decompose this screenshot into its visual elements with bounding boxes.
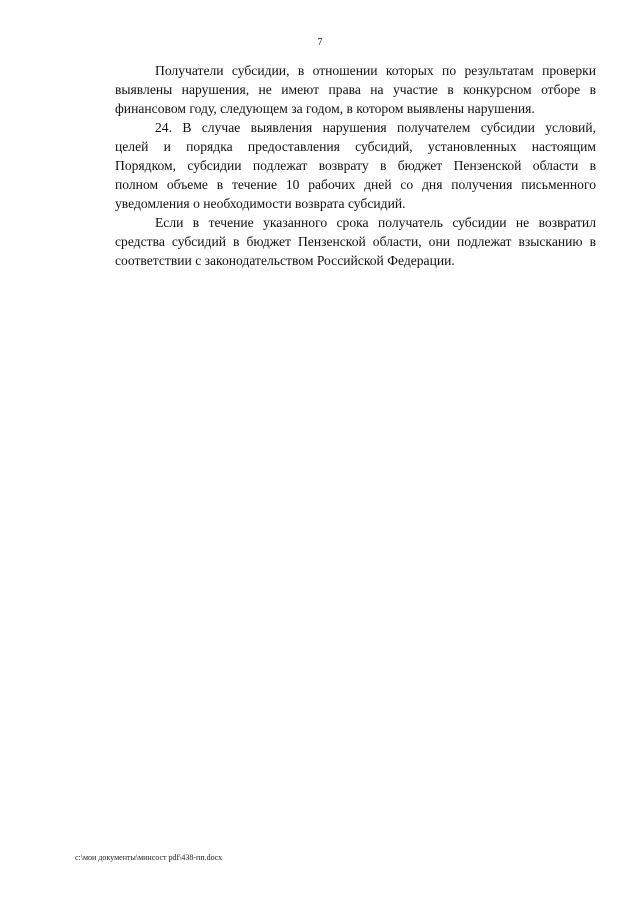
paragraph-line: Порядком, субсидии подлежат возврату в бюджет Пензенской области в (115, 158, 596, 173)
page-number: 7 (317, 37, 323, 48)
paragraph-line: соответствии с законодательством Российской Федерации. (115, 253, 455, 268)
paragraph-line: целей и порядка предоставления субсидий, установленных настоящим (115, 139, 596, 154)
paragraph-line: уведомления о необходимости возврата субсидий. (115, 196, 406, 211)
document-body (75, 61, 596, 270)
paragraph-ineligibility (75, 61, 596, 118)
paragraph-line: Получатели субсидии, в отношении которых по результатам проверки (155, 63, 596, 78)
paragraph-line: 24. В случае выявления нарушения получателем субсидии условий, (155, 120, 596, 135)
paragraph-recovery (75, 213, 596, 270)
paragraph-line: финансовом году, следующем за годом, в котором выявлены нарушения. (115, 101, 535, 116)
paragraph-line: Если в течение указанного срока получатель субсидии не возвратил (155, 215, 596, 230)
paragraph-line: полном объеме в течение 10 рабочих дней со дня получения письменного (115, 177, 596, 192)
paragraph-line: выявлены нарушения, не имеют права на участие в конкурсном отборе в (115, 82, 596, 97)
paragraph-item-24 (75, 118, 596, 213)
paragraph-line: средства субсидий в бюджет Пензенской области, они подлежат взысканию в (115, 234, 596, 249)
footer-file-path: c:\мои документы\минсост pdf\438-пп.docx (75, 853, 223, 862)
